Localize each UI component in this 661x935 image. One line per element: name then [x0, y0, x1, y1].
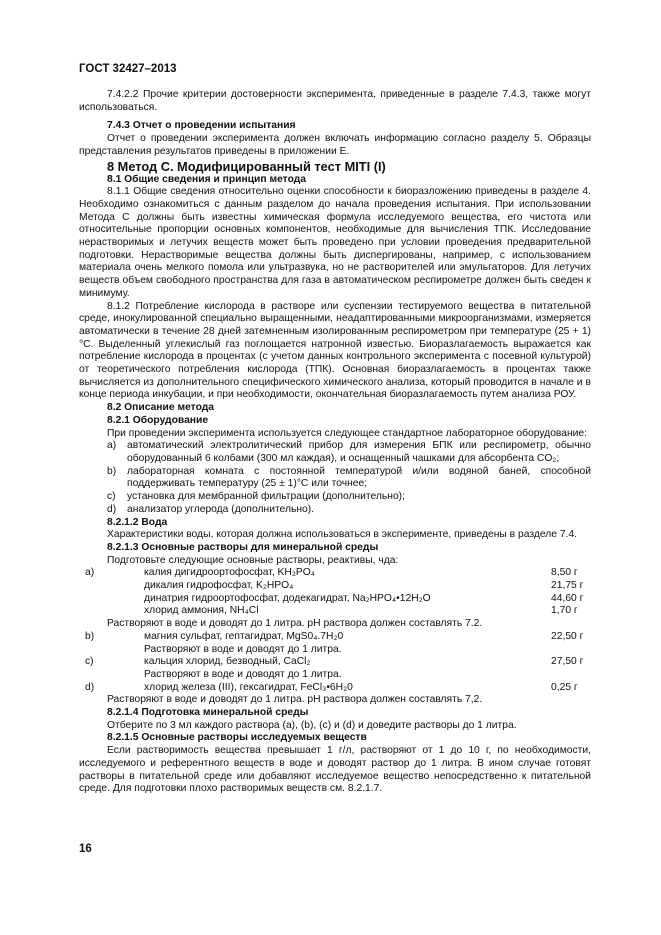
reagent-note: Растворяют в воде и доводят до 1 литра. [144, 668, 342, 680]
paragraph-8-2-1-5: Если растворимость вещества превышает 1 г/л, растворяют от 1 до 10 г, по необходимости, исследуемого и референтного веществ в воде и доводят раствор до 1 литра. В ином случае готовят растворы в питательной среде или добавляют исследуемое вещество непосредственно к питательной среде. Для подготовки плохо растворимых веществ см. 8.2.1.7. [79, 745, 591, 795]
paragraph-8-2-1: При проведении эксперимента используется следующее стандартное лабораторное оборудование: [107, 427, 588, 439]
paragraph-8-2-1-4: Отберите по 3 мл каждого раствора (a), (b), (c) и (d) и доведите растворы до 1 литра. [107, 719, 517, 731]
heading-8-2-1-4: 8.2.1.4 Подготовка минеральной среды [107, 707, 309, 719]
equipment-item: b) лабораторная комната с постоянной температурой и/или водяной баней, способной поддерживать температуру (25 ± 1)°С или точнее; [107, 465, 591, 490]
equipment-item: c) установка для мембранной фильтрации (дополнительно); [107, 491, 405, 503]
reagent-row: a) калия дигидроортофосфат, KH₂PO₄ 8,50 г [85, 567, 578, 579]
paragraph-7-4-2-2: 7.4.2.2 Прочие критерии достоверности эксперимента, приведенные в разделе 7.4.3, также могут использоваться. [79, 89, 591, 113]
heading-8-2-1-3: 8.2.1.3 Основные растворы для минеральной среды [107, 541, 379, 553]
heading-8-2: 8.2 Описание метода [107, 402, 214, 414]
heading-8-2-1: 8.2.1 Оборудование [107, 414, 209, 426]
reagent-row: b) магния сульфат, гептагидрат, MgS0₄.7H₂0 22,50 г [85, 630, 584, 642]
standard-header: ГОСТ 32427–2013 [79, 63, 177, 75]
equipment-item: d) анализатор углерода (дополнительно). [107, 503, 315, 515]
reagent-row: хлорид аммония, NH₄Cl 1,70 г [144, 605, 578, 617]
heading-8-1: 8.1 Общие сведения и принцип метода [107, 173, 306, 185]
page-number: 16 [79, 843, 92, 855]
reagent-note: Растворяют в воде и доводят до 1 литра. [144, 643, 342, 655]
document-body [79, 89, 591, 796]
reagent-row: дикалия гидрофосфат, K₂HPO₄ 21,75 г [144, 580, 584, 592]
equipment-item: a) автоматический электролитический прибор для измерения БПК или респирометр, обычно оборудованный 6 колбами (300 мл каждая), и оснащенный чашками для абсорбента CO₂; [107, 440, 591, 464]
reagent-note: Растворяют в воде и доводят до 1 литра. pH раствора должен составлять 7.2. [107, 618, 483, 630]
heading-8-2-1-5: 8.2.1.5 Основные растворы исследуемых веществ [107, 732, 367, 744]
paragraph-8-1-2: 8.1.2 Потребление кислорода в растворе или суспензии тестируемого вещества в питательной среде, инокулированной специально выращенными, неадаптированными микроорганизмами, измеряется автоматически в течение 28 дней затемненным изолированным респирометром при температуре (25 + 1)°С. Выделенный углекислый газ поглощается натронной известью. Биоразлагаемость выражается как потребление кислорода в процентах (с учетом данных контрольного эксперимента с посевной культурой) от теоретического потребления кислорода (ТПК). Основная биоразлагаемость в процентах также вычисляется из дополнительного специфического химического анализа, который проводится в начале и в конце периода инкубации, и при необходимости, окончательная биоразлагаемость путем анализа РОУ. [79, 300, 591, 401]
reagent-row: d) хлорид железа (III), гексагидрат, FeCl₃•6H₂0 0,25 г [85, 681, 578, 693]
reagent-note: Растворяют в воде и доводят до 1 литра. pH раствора должен составлять 7,2. [107, 694, 483, 706]
heading-8-2-1-2: 8.2.1.2 Вода [107, 516, 168, 528]
paragraph-8-2-1-3: Подготовьте следующие основные растворы, реактивы, чда: [107, 554, 399, 566]
reagent-row: c) кальция хлорид, безводный, CaCl₂ 27,50 г [85, 656, 584, 668]
paragraph-8-1-1: 8.1.1 Общие сведения относительно оценки способности к биоразложению приведены в разделе 4. Необходимо ознакомиться с данным разделом до начала проведения испытания. При использовании Метода С должны быть известны химическая формула исследуемого вещества, его чистота или относительные пропорции основных компонентов, необходимые для вычисления ТПК. Исследование нерастворимых и летучих веществ может быть проведено при условии проведения предварительной подготовки. Нерастворимые вещества должны быть диспергированы, например, с использованием материала очень мелкого помола или ультразвука, но не растворителей или эмульгаторов. Для летучих веществ объем свободного пространства для газа в автоматическом респирометре должен быть сведен к минимуму. [79, 186, 591, 299]
paragraph-7-4-3: Отчет о проведении эксперимента должен включать информацию согласно разделу 5. Образцы представления результатов приведены в приложении Е. [79, 133, 591, 157]
section-8-heading: 8 Метод С. Модифицированный тест MITI (I) [107, 158, 386, 174]
reagent-row: динатрия гидроортофосфат, додекагидрат, Na₂HPO₄•12H₂O 44,60 г [144, 592, 584, 604]
paragraph-8-2-1-2: Характеристики воды, которая должна использоваться в эксперименте, приведены в разделе 7.4. [107, 529, 578, 541]
heading-7-4-3: 7.4.3 Отчет о проведении испытания [107, 120, 296, 132]
